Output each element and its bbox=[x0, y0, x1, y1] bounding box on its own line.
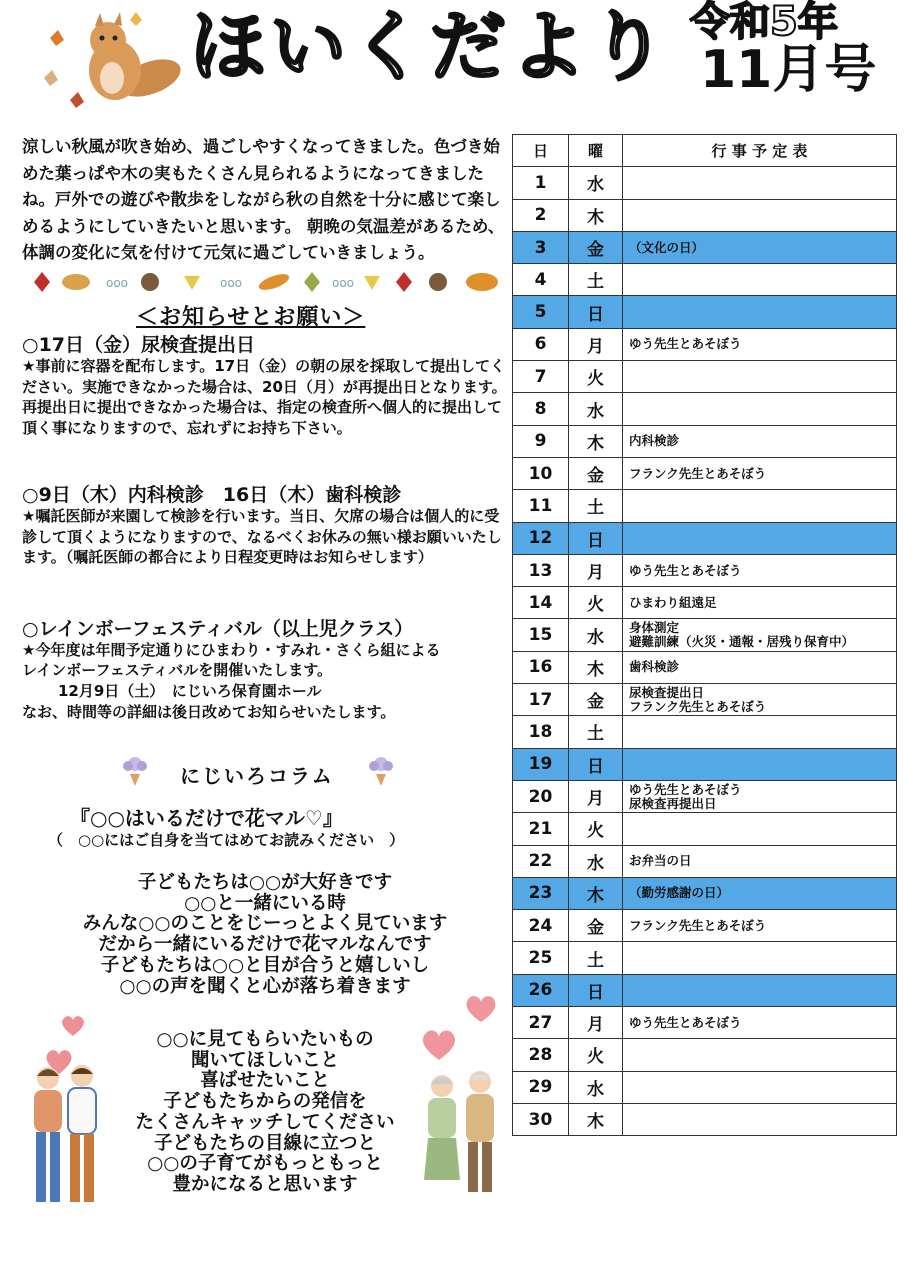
header-weekday: 曜 bbox=[569, 135, 623, 167]
schedule-weekday: 金 bbox=[569, 457, 623, 489]
schedule-weekday: 水 bbox=[569, 1071, 623, 1103]
schedule-weekday: 木 bbox=[569, 651, 623, 683]
notice-heading: ＜お知らせとお願い＞ bbox=[136, 305, 366, 330]
poem-line: 子どもたちは○○が大好きです bbox=[137, 872, 393, 893]
schedule-row bbox=[513, 425, 897, 457]
schedule-row bbox=[513, 651, 897, 683]
column-subtitle: 『○○はいるだけで花マル♡』 bbox=[70, 806, 343, 830]
event-schedule-table bbox=[512, 134, 897, 1136]
schedule-row bbox=[513, 264, 897, 296]
poem-line: だから一緒にいるだけで花マルなんです bbox=[98, 934, 432, 956]
poem-line: ○○に見てもらいたいもの bbox=[156, 1029, 374, 1050]
schedule-event: お弁当の日 bbox=[623, 845, 897, 877]
poem-line: ○○の声を聞くと心が落ち着きます bbox=[119, 975, 411, 997]
schedule-row bbox=[513, 328, 897, 360]
notice-body-urine-test: ★事前に容器を配布します。17日（金）の朝の尿を採取して提出してください。実施できなかった場合は、20日（月）が再提出日となります。再提出日に提出できなかった場合は、指定の検査所へ個人的に提出して頂く事になりますので、忘れずにお持ち下さい。 bbox=[22, 357, 507, 437]
schedule-weekday: 火 bbox=[569, 587, 623, 619]
schedule-event: ゆう先生とあそぼう bbox=[623, 554, 897, 586]
schedule-row bbox=[513, 1007, 897, 1039]
schedule-day: 14 bbox=[513, 587, 569, 619]
poem-line: 聞いてほしいこと bbox=[190, 1049, 339, 1071]
schedule-event bbox=[623, 1039, 897, 1071]
schedule-weekday: 日 bbox=[569, 522, 623, 554]
squirrel-illustration bbox=[30, 8, 180, 118]
schedule-day: 11 bbox=[513, 490, 569, 522]
schedule-event: 内科検診 bbox=[623, 425, 897, 457]
schedule-day: 21 bbox=[513, 813, 569, 845]
schedule-event: ゆう先生とあそぼう bbox=[623, 1007, 897, 1039]
schedule-day: 16 bbox=[513, 651, 569, 683]
parents-illustration bbox=[26, 1062, 106, 1212]
schedule-row bbox=[513, 167, 897, 199]
poem-line: ○○の子育てがもっともっと bbox=[147, 1153, 383, 1175]
schedule-row bbox=[513, 780, 897, 812]
schedule-day: 17 bbox=[513, 684, 569, 716]
schedule-event: （文化の日） bbox=[623, 231, 897, 263]
svg-text:ooo: ooo bbox=[332, 276, 355, 290]
schedule-day: 10 bbox=[513, 457, 569, 489]
schedule-day: 24 bbox=[513, 910, 569, 942]
issue-month: 11月号 bbox=[700, 40, 877, 100]
schedule-event bbox=[623, 199, 897, 231]
schedule-weekday: 火 bbox=[569, 361, 623, 393]
schedule-row bbox=[513, 845, 897, 877]
schedule-day: 12 bbox=[513, 522, 569, 554]
poem-line: みんな○○のことをじーっとよく見ています bbox=[82, 913, 448, 935]
schedule-weekday: 金 bbox=[569, 910, 623, 942]
poem-line: たくさんキャッチしてください bbox=[135, 1111, 395, 1133]
schedule-weekday: 火 bbox=[569, 813, 623, 845]
schedule-event: ゆう先生とあそぼう bbox=[623, 328, 897, 360]
schedule-day: 13 bbox=[513, 554, 569, 586]
schedule-day: 7 bbox=[513, 361, 569, 393]
schedule-row bbox=[513, 1071, 897, 1103]
schedule-weekday: 日 bbox=[569, 296, 623, 328]
schedule-event: ひまわり組遠足 bbox=[623, 587, 897, 619]
schedule-weekday: 水 bbox=[569, 393, 623, 425]
schedule-event bbox=[623, 296, 897, 328]
schedule-day: 9 bbox=[513, 425, 569, 457]
schedule-day: 26 bbox=[513, 974, 569, 1006]
schedule-day: 27 bbox=[513, 1007, 569, 1039]
schedule-event bbox=[623, 974, 897, 1006]
schedule-row bbox=[513, 974, 897, 1006]
schedule-weekday: 水 bbox=[569, 845, 623, 877]
schedule-event bbox=[623, 361, 897, 393]
schedule-event: 歯科検診 bbox=[623, 651, 897, 683]
notice-body-festival-line1: ★今年度は年間予定通りにひまわり・すみれ・さくら組による bbox=[22, 641, 441, 659]
era-year: 令和5年 bbox=[690, 0, 838, 45]
schedule-row bbox=[513, 199, 897, 231]
schedule-day: 25 bbox=[513, 942, 569, 974]
schedule-weekday: 日 bbox=[569, 748, 623, 780]
schedule-row bbox=[513, 296, 897, 328]
schedule-weekday: 木 bbox=[569, 425, 623, 457]
poem-line: 喜ばせたいこと bbox=[200, 1070, 330, 1092]
schedule-header-row bbox=[513, 135, 897, 167]
flower-bouquet-icon bbox=[364, 752, 398, 790]
intro-paragraph: 涼しい秋風が吹き始め、過ごしやすくなってきました。色づき始めた葉っぱや木の実もたくさん見られるようになってきましたね。戸外での遊びや散歩をしながら秋の自然を十分に感じて楽しめるようにしていきたいと思います。 朝晩の気温差があるため、体調の変化に気を付けて元気に過ごしていきましょう。 bbox=[22, 137, 505, 262]
schedule-weekday: 日 bbox=[569, 974, 623, 1006]
schedule-row bbox=[513, 942, 897, 974]
schedule-day: 20 bbox=[513, 780, 569, 812]
poem-line: 豊かになると思います bbox=[172, 1173, 358, 1195]
schedule-event bbox=[623, 748, 897, 780]
schedule-weekday: 木 bbox=[569, 1103, 623, 1135]
schedule-day: 3 bbox=[513, 231, 569, 263]
schedule-weekday: 木 bbox=[569, 199, 623, 231]
schedule-weekday: 火 bbox=[569, 1039, 623, 1071]
schedule-row bbox=[513, 716, 897, 748]
schedule-weekday: 土 bbox=[569, 264, 623, 296]
notice-body-festival-line4: なお、時間等の詳細は後日改めてお知らせいたします。 bbox=[22, 703, 396, 721]
header-events: 行 事 予 定 表 bbox=[623, 135, 897, 167]
schedule-row bbox=[513, 361, 897, 393]
schedule-day: 15 bbox=[513, 619, 569, 651]
schedule-event: ゆう先生とあそぼう 尿検査再提出日 bbox=[623, 780, 897, 812]
schedule-row bbox=[513, 393, 897, 425]
schedule-weekday: 金 bbox=[569, 684, 623, 716]
schedule-day: 5 bbox=[513, 296, 569, 328]
poem-line: 子どもたちは○○と目が合うと嬉しいし bbox=[100, 954, 430, 976]
schedule-weekday: 土 bbox=[569, 490, 623, 522]
schedule-row bbox=[513, 1103, 897, 1135]
schedule-day: 22 bbox=[513, 845, 569, 877]
schedule-day: 18 bbox=[513, 716, 569, 748]
poem-line: ○○と一緒にいる時 bbox=[184, 892, 346, 914]
schedule-event bbox=[623, 1071, 897, 1103]
column-note: （ ○○にはご自身を当てはめてお読みください ） bbox=[48, 831, 405, 849]
schedule-day: 6 bbox=[513, 328, 569, 360]
schedule-row bbox=[513, 748, 897, 780]
schedule-event bbox=[623, 490, 897, 522]
schedule-row bbox=[513, 1039, 897, 1071]
schedule-day: 2 bbox=[513, 199, 569, 231]
column-title: にじいろコラム bbox=[180, 764, 334, 788]
schedule-event bbox=[623, 1103, 897, 1135]
schedule-weekday: 木 bbox=[569, 877, 623, 909]
poem-line: 子どもたちからの発信を bbox=[163, 1091, 367, 1113]
newsletter-title: ほいくだより bbox=[190, 2, 670, 91]
poem-line: 子どもたちの目線に立つと bbox=[153, 1132, 376, 1154]
schedule-row bbox=[513, 231, 897, 263]
notice-title-rainbow-festival: ○レインボーフェスティバル（以上児クラス） bbox=[22, 618, 414, 640]
schedule-row bbox=[513, 619, 897, 651]
poem-stanza-1 bbox=[30, 873, 500, 997]
notice-body-festival-date: 12月9日（土） にじいろ保育園ホール bbox=[58, 682, 322, 700]
schedule-row bbox=[513, 877, 897, 909]
header-day: 日 bbox=[513, 135, 569, 167]
schedule-row bbox=[513, 554, 897, 586]
flower-bouquet-icon bbox=[118, 752, 152, 790]
schedule-day: 4 bbox=[513, 264, 569, 296]
schedule-weekday: 水 bbox=[569, 167, 623, 199]
svg-text:ooo: ooo bbox=[106, 276, 129, 290]
schedule-event: フランク先生とあそぼう bbox=[623, 910, 897, 942]
schedule-row bbox=[513, 457, 897, 489]
heart-icon bbox=[464, 994, 498, 1024]
schedule-row bbox=[513, 522, 897, 554]
svg-text:ooo: ooo bbox=[220, 276, 243, 290]
schedule-event bbox=[623, 393, 897, 425]
schedule-event bbox=[623, 522, 897, 554]
schedule-weekday: 月 bbox=[569, 1007, 623, 1039]
schedule-weekday: 金 bbox=[569, 231, 623, 263]
schedule-day: 8 bbox=[513, 393, 569, 425]
schedule-row bbox=[513, 910, 897, 942]
schedule-event: （勤労感謝の日） bbox=[623, 877, 897, 909]
notice-title-checkups: ○9日（木）内科検診 16日（木）歯科検診 bbox=[22, 484, 402, 506]
schedule-weekday: 水 bbox=[569, 619, 623, 651]
schedule-event: 尿検査提出日 フランク先生とあそぼう bbox=[623, 684, 897, 716]
schedule-day: 28 bbox=[513, 1039, 569, 1071]
schedule-weekday: 土 bbox=[569, 716, 623, 748]
schedule-day: 1 bbox=[513, 167, 569, 199]
schedule-weekday: 月 bbox=[569, 328, 623, 360]
schedule-day: 29 bbox=[513, 1071, 569, 1103]
schedule-row bbox=[513, 587, 897, 619]
schedule-event bbox=[623, 167, 897, 199]
schedule-day: 30 bbox=[513, 1103, 569, 1135]
schedule-row bbox=[513, 813, 897, 845]
schedule-day: 23 bbox=[513, 877, 569, 909]
notice-body-checkups: ★嘱託医師が来園して検診を行います。当日、欠席の場合は個人的に受診して頂くようになりますので、なるべくお休みの無い様お願いいたします。（嘱託医師の都合により日程変更時はお知らせします） bbox=[22, 507, 502, 566]
schedule-weekday: 月 bbox=[569, 554, 623, 586]
schedule-event bbox=[623, 716, 897, 748]
schedule-event: 身体測定 避難訓練（火災・通報・居残り保育中） bbox=[623, 619, 897, 651]
schedule-event bbox=[623, 813, 897, 845]
notice-title-urine-test: ○17日（金）尿検査提出日 bbox=[22, 334, 256, 356]
schedule-row bbox=[513, 490, 897, 522]
schedule-event bbox=[623, 942, 897, 974]
schedule-row bbox=[513, 684, 897, 716]
notice-body-festival-line2: レインボーフェスティバルを開催いたします。 bbox=[22, 661, 333, 679]
schedule-event bbox=[623, 264, 897, 296]
autumn-leaves-divider bbox=[24, 268, 504, 296]
schedule-day: 19 bbox=[513, 748, 569, 780]
heart-icon bbox=[420, 1028, 458, 1062]
grandparents-illustration bbox=[418, 1070, 508, 1200]
schedule-weekday: 月 bbox=[569, 780, 623, 812]
schedule-weekday: 土 bbox=[569, 942, 623, 974]
schedule-event: フランク先生とあそぼう bbox=[623, 457, 897, 489]
heart-icon bbox=[60, 1014, 86, 1038]
